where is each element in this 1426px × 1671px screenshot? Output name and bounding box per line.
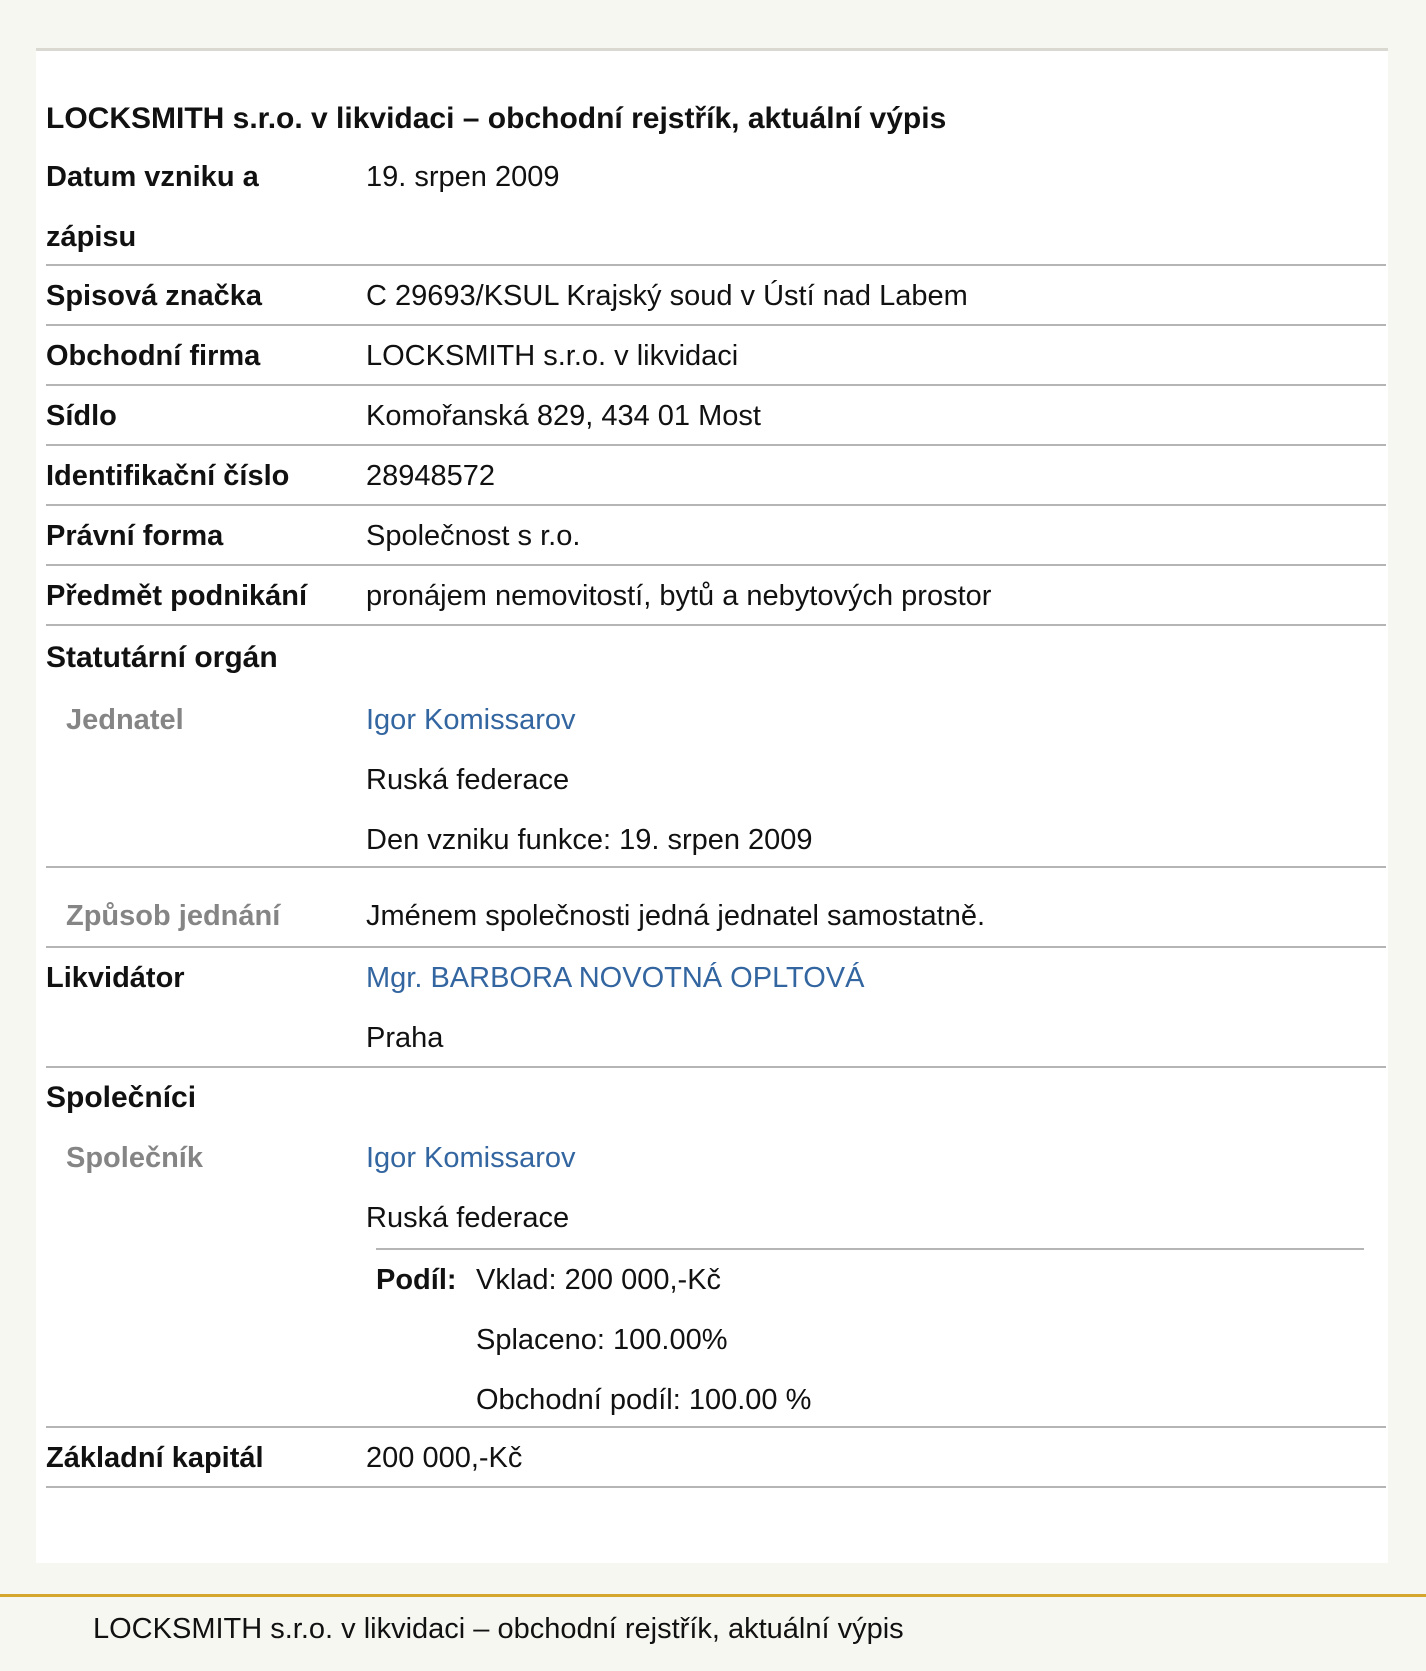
field-label: Předmět podnikání [46,580,308,612]
jednatel-country: Ruská federace [366,764,570,796]
liquidator-label: Likvidátor [46,962,185,994]
field-label: Datum vzniku a zápisu [46,161,259,253]
section-heading-statutory: Statutární orgán [46,641,278,674]
field-row-ico [46,446,1386,506]
capital-value: 200 000,-Kč [366,1442,523,1474]
footer-text: LOCKSMITH s.r.o. v likvidaci – obchodní rejstřík, aktuální výpis [93,1613,904,1645]
capital-label: Základní kapitál [46,1442,264,1474]
partner-row [46,1128,1386,1428]
field-row-spisova-znacka [46,266,1386,326]
jednatel-label: Jednatel [66,704,184,736]
partner-country: Ruská federace [366,1202,570,1234]
field-label: Obchodní firma [46,340,261,372]
partner-value [366,1128,576,1248]
statutory-jednatel-row [46,690,1386,868]
field-label: Spisová značka [46,280,262,312]
partner-label: Společník [66,1142,203,1174]
registry-panel [36,48,1388,1563]
zpusob-value: Jménem společnosti jedná jednatel samostatně. [366,900,986,932]
share-business: Obchodní podíl: 100.00 % [476,1384,812,1416]
field-label: Právní forma [46,520,224,552]
field-row-pravni-forma [46,506,1386,566]
jednatel-name-link[interactable]: Igor Komissarov [366,704,576,736]
liquidator-name-link[interactable]: Mgr. BARBORA NOVOTNÁ OPLTOVÁ [366,962,865,994]
field-value: 28948572 [366,460,496,492]
field-value: Komořanská 829, 434 01 Most [366,400,761,432]
liquidator-value [366,948,865,1068]
field-row-sidlo [46,386,1386,446]
share-values [476,1250,811,1430]
field-value: Společnost s r.o. [366,520,581,552]
share-label: Podíl: [376,1264,457,1296]
jednatel-since: Den vzniku funkce: 19. srpen 2009 [366,824,813,856]
field-row-predmet-podnikani [46,566,1386,626]
partner-name-link[interactable]: Igor Komissarov [366,1142,576,1174]
footer [0,1594,1426,1671]
page-title: LOCKSMITH s.r.o. v likvidaci – obchodní rejstřík, aktuální výpis [46,102,947,135]
field-row-datum-vzniku [46,147,1386,266]
field-value: C 29693/KSUL Krajský soud v Ústí nad Labem [366,280,968,312]
field-row-obchodni-firma [46,326,1386,386]
liquidator-row [46,948,1386,1068]
share-paid: Splaceno: 100.00% [476,1324,728,1356]
field-value: pronájem nemovitostí, bytů a nebytových prostor [366,580,992,612]
jednatel-value [366,690,813,870]
capital-row [46,1428,1386,1488]
share-deposit: Vklad: 200 000,-Kč [476,1264,722,1296]
liquidator-city: Praha [366,1022,444,1054]
field-value: LOCKSMITH s.r.o. v likvidaci [366,340,739,372]
section-heading-partners: Společníci [46,1081,197,1114]
field-value: 19. srpen 2009 [366,161,560,193]
field-label: Sídlo [46,400,117,432]
field-label: Identifikační číslo [46,460,290,492]
zpusob-label: Způsob jednání [66,900,281,932]
statutory-zpusob-row [46,868,1386,948]
